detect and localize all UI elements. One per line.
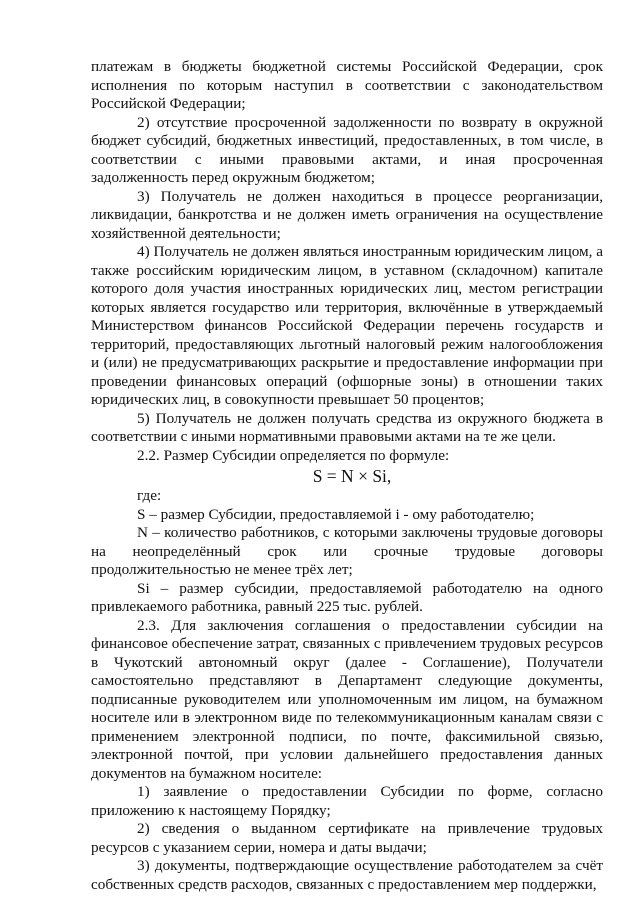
definition-S: S – размер Субсидии, предоставляемой i - ому работодателю; [137, 505, 535, 523]
paragraph-item-5: 5) Получатель не должен получать средства из окружного бюджета в соответствии с иными нормативными правовыми актами на те же цели. [91, 409, 603, 445]
paragraph-item-2: 2) отсутствие просроченной задолженности по возврату в окружной бюджет субсидий, бюджетных инвестиций, предоставленных, в том числе, в соответствии с иными правовыми актами, и иная просроченная задолженность перед окружным бюджетом; [91, 113, 603, 186]
paragraph-section-2-2: 2.2. Размер Субсидии определяется по формуле: [137, 446, 450, 464]
paragraph-item-3: 3) Получатель не должен находиться в процессе реорганизации, ликвидации, банкротства и не должен иметь ограничения на осуществление хозяйственной деятельности; [91, 187, 603, 242]
subsidy-formula: S = N × Si, [312, 466, 392, 486]
document-list-item-3: 3) документы, подтверждающие осуществление работодателем за счёт собственных средств расходов, связанных с предоставлением мер поддержки, [91, 857, 603, 893]
document-body [91, 58, 603, 894]
paragraph-item-4: 4) Получатель не должен являться иностранным юридическим лицом, а также российским юридическим лицом, в уставном (складочном) капитале которого доля участия иностранных юридических лиц, местом регистрации которых является государство или территория, включённые в утверждаемый Министерством финансов Российской Федерации перечень государств и территорий, предоставляющих льготный налоговый режим налогообложения и (или) не предусматривающих раскрытие и предоставление информации при проведении финансовых операций (офшорные зоны) в отношении таких юридических лиц, в совокупности превышает 50 процентов; [91, 243, 603, 408]
document-list-item-1: 1) заявление о предоставлении Субсидии по форме, согласно приложению к настоящему Порядку; [91, 783, 603, 819]
document-list-item-2: 2) сведения о выданном сертификате на привлечение трудовых ресурсов с указанием серии, номера и даты выдачи; [91, 820, 603, 856]
paragraph-section-2-3: 2.3. Для заключения соглашения о предоставлении субсидии на финансовое обеспечение затрат, связанных с привлечением трудовых ресурсов в Чукотский автономный округ (далее - Соглашение), Получатели самостоятельно представляют в Департамент следующие документы, подписанные руководителем или уполномоченным им лицом, на бумажном носителе или в электронном виде по телекоммуникационным каналам связи с применением электронной подписи, по почте, факсимильной связью, электронной почтой, при условии дальнейшего предоставления данных документов на бумажном носителе: [91, 616, 603, 782]
definition-N: N – количество работников, с которыми заключены трудовые договоры на неопределённый срок или срочные трудовые договоры продолжительностью не менее трёх лет; [91, 524, 603, 578]
paragraph-continuation: платежам в бюджеты бюджетной системы Российской Федерации, срок исполнения по которым наступил в соответствии с законодательством Российской Федерации; [91, 58, 603, 112]
definition-Si: Si – размер субсидии, предоставляемой работодателю на одного привлекаемого работника, равный 225 тыс. рублей. [91, 579, 603, 615]
paragraph-where: где: [137, 487, 162, 504]
